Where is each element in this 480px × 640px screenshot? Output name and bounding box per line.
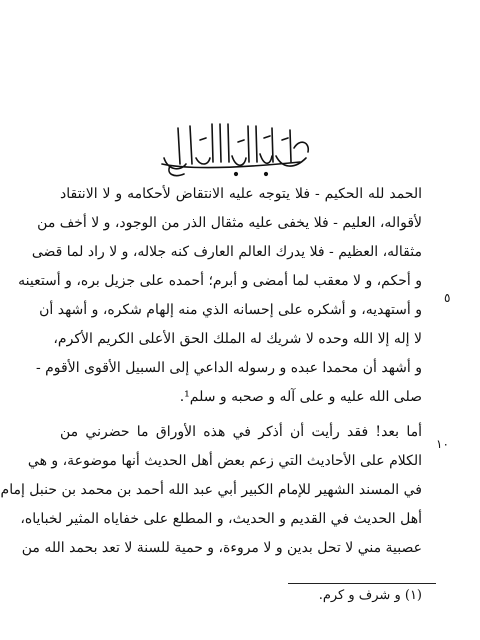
text-line: أهل الحديث في القديم و الحديث، و المطلع على خفاياه المثير لخباياه، <box>20 511 422 527</box>
text-line: في المسند الشهير للإمام الكبير أبي عبد الله أحمد بن محمد بن حنبل إمام <box>0 482 422 498</box>
text-line: أما بعد! فقد رأيت أن أذكر في هذه الأوراق ما حضرني من <box>60 424 422 440</box>
line-number-marker: ٥ <box>444 291 451 305</box>
text-line: الكلام على الأحاديث التي زعم بعض أهل الحديث أنها موضوعة، و هي <box>27 453 422 469</box>
basmala-calligraphy <box>150 118 320 180</box>
text-line: و أستهديه، و أشكره على إحسانه الذي منه إلهام شكره، و أشهد أن <box>39 302 422 318</box>
line-number-marker: ١٠ <box>436 437 449 451</box>
text-line: لا إله إلا الله وحده لا شريك له الملك الحق الأعلى الكريم الأكرم، <box>53 331 422 347</box>
text-line: عصبية مني لا تحل بدين و لا مروءة، و حمية للسنة لا تعد بحمد الله من <box>21 540 422 556</box>
text-line: مثقاله، العظيم - فلا يدرك العالم العارف كنه جلاله، و لا راد لما قضى <box>31 244 422 260</box>
text-line: صلى الله عليه و على آله و صحبه و سلم¹. <box>179 389 422 405</box>
footnote-separator <box>288 583 436 584</box>
text-line: لأقواله، العليم - فلا يخفى عليه مثقال الذر من الوجود، و لا أخف من <box>37 215 422 231</box>
text-line: و أشهد أن محمدا عبده و رسوله الداعي إلى السبيل الأقوى الأقوم - <box>35 360 422 376</box>
text-line: الحمد لله الحكيم - فلا يتوجه عليه الانتقاض لأحكامه و لا الانتقاد <box>60 186 422 202</box>
text-line: و أحكم، و لا معقب لما أمضى و أبرم؛ أحمده على جزيل بره، و أستعينه <box>18 273 422 289</box>
main-text-block <box>0 180 422 563</box>
footnote: (١) و شرف و كرم. <box>318 588 422 603</box>
